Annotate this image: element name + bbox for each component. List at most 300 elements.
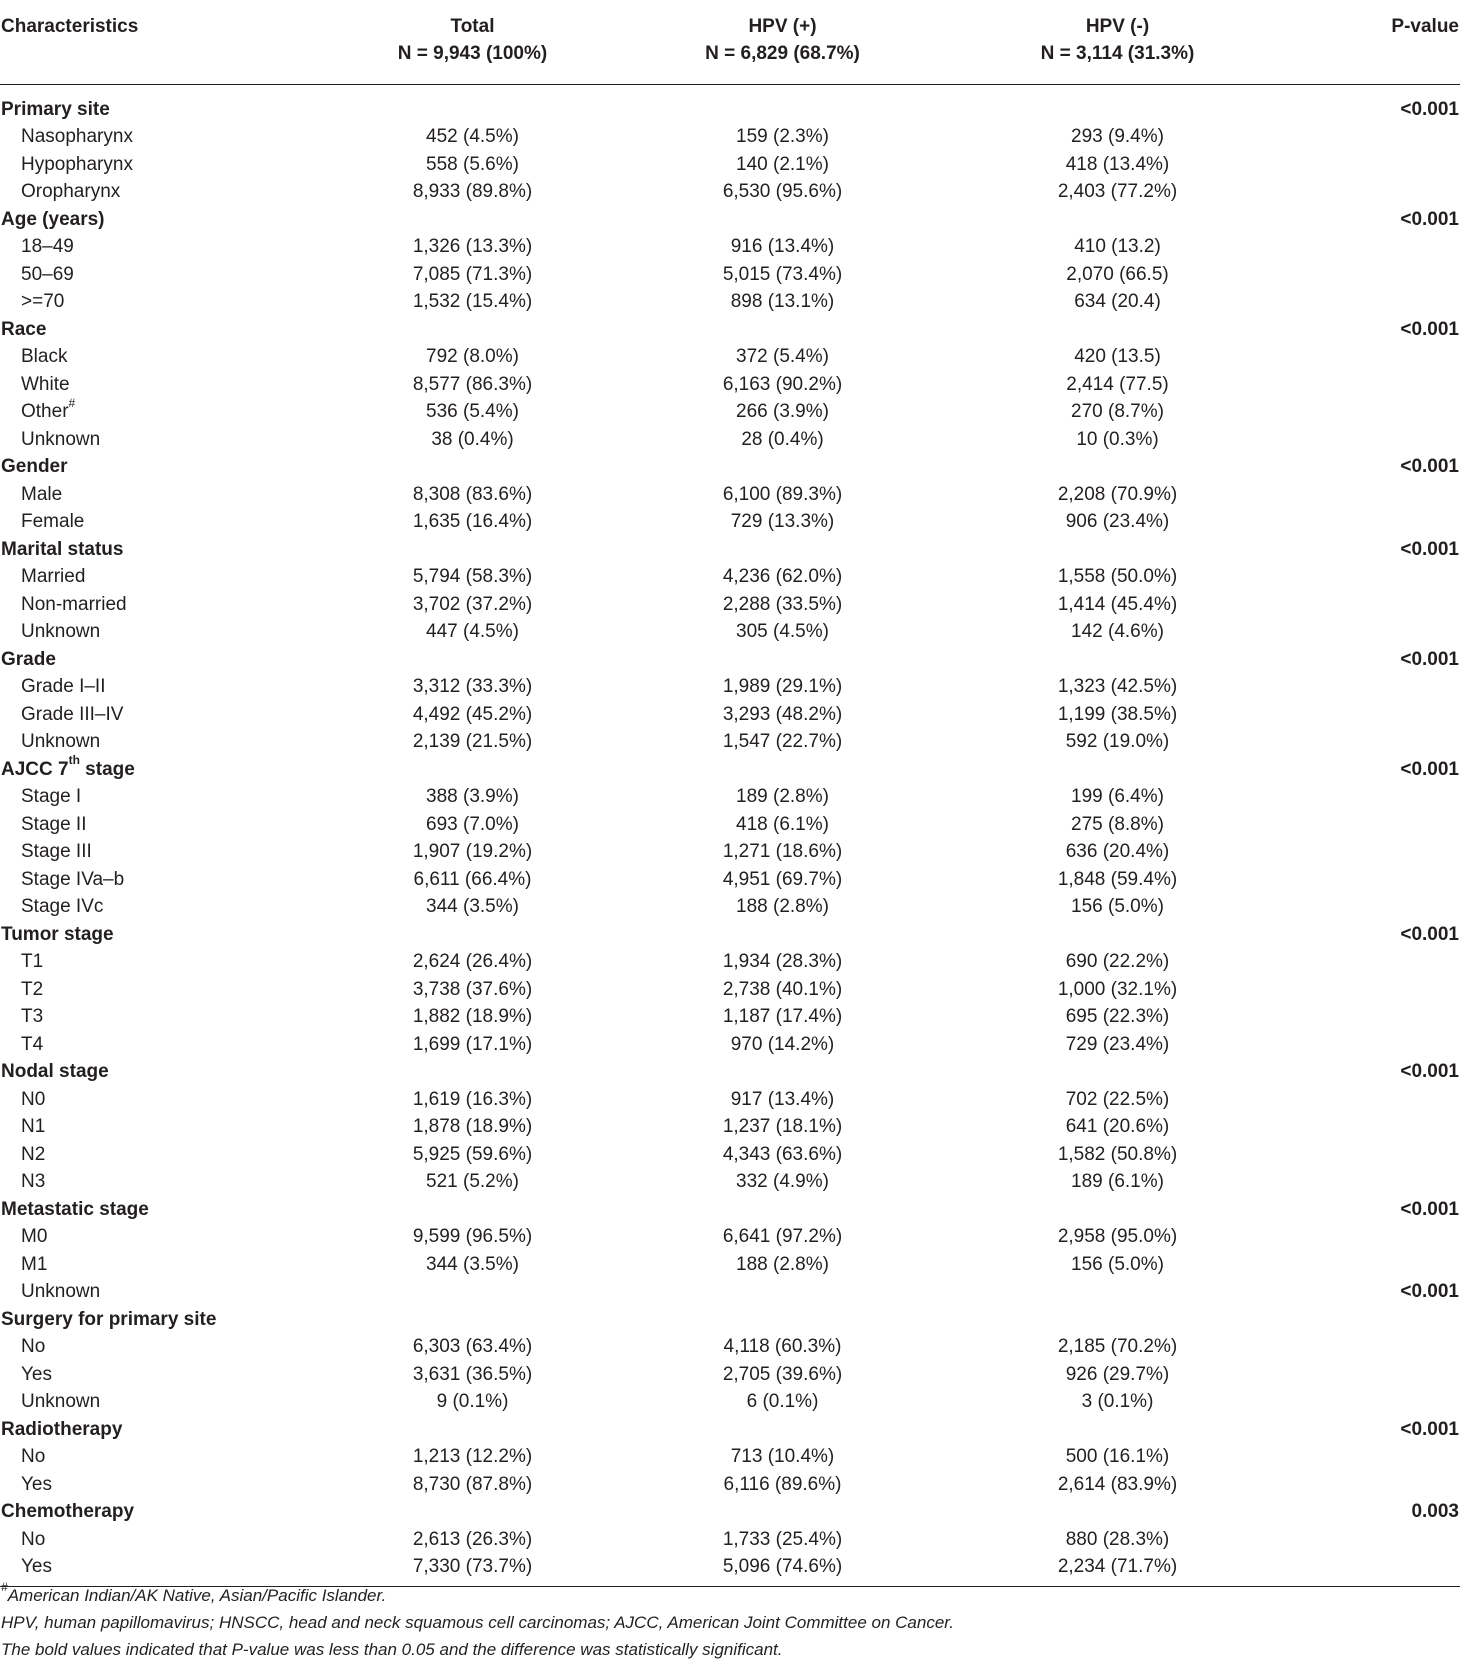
hpv-positive-value [615, 756, 950, 784]
hpv-negative-value: 1,414 (45.4%) [1057, 593, 1178, 615]
total-value: 8,308 (83.6%) [412, 483, 533, 505]
table-body [0, 85, 1460, 1587]
row-label [0, 976, 330, 1004]
label-text: N3 [21, 1171, 46, 1193]
row-label [0, 728, 330, 756]
total-value: 693 (7.0%) [426, 813, 519, 835]
label-text: Oropharynx [21, 181, 121, 203]
table-row [0, 1031, 1460, 1059]
pvalue [1285, 728, 1460, 756]
label-text: T3 [21, 1006, 44, 1028]
pvalue [1285, 1361, 1460, 1389]
hpv-negative-value [950, 1416, 1285, 1444]
label-text: Unknown [21, 428, 101, 450]
label-text: Yes [21, 1556, 52, 1577]
row-label [0, 1003, 330, 1031]
total-value: 9 (0.1%) [436, 1391, 509, 1413]
pvalue [1285, 783, 1460, 811]
table-row [0, 123, 1460, 151]
hpv-positive-value: 266 (3.9%) [736, 401, 829, 423]
table-row [0, 426, 1460, 454]
hpv-negative-value: 142 (4.6%) [1071, 621, 1164, 643]
table-row [0, 343, 1460, 371]
category-label [0, 1058, 330, 1086]
table-row [0, 288, 1460, 316]
footnotes [0, 1582, 1460, 1663]
total-value: 6,303 (63.4%) [412, 1336, 533, 1358]
total-value [330, 646, 615, 674]
hpv-positive-value: 372 (5.4%) [736, 346, 829, 368]
pvalue: <0.001 [1400, 648, 1459, 670]
row-label [0, 1443, 330, 1471]
label-text: 18–49 [21, 236, 74, 258]
category-row [0, 646, 1460, 674]
hpv-negative-value: 270 (8.7%) [1071, 401, 1164, 423]
total-value: 8,730 (87.8%) [412, 1473, 533, 1495]
label-text: Metastatic stage [1, 1198, 149, 1220]
pvalue [1285, 591, 1460, 619]
label-text: Unknown [21, 1281, 101, 1303]
total-value: 1,635 (16.4%) [412, 511, 533, 533]
label-text: Nodal stage [1, 1061, 109, 1083]
total-value: 6,611 (66.4%) [413, 868, 532, 890]
hpv-positive-value [615, 1306, 950, 1334]
category-label [0, 316, 330, 344]
category-row [0, 1196, 1460, 1224]
label-text: 50–69 [21, 263, 74, 285]
hpv-negative-value: 1,000 (32.1%) [1057, 978, 1178, 1000]
pvalue [1285, 1141, 1460, 1169]
table-row [0, 728, 1460, 756]
category-label [0, 753, 330, 784]
table-row [0, 1141, 1460, 1169]
total-value: 7,085 (71.3%) [412, 263, 533, 285]
table-header [0, 6, 1460, 85]
hpv-positive-value: 5,015 (73.4%) [722, 263, 843, 285]
table-row [0, 866, 1460, 894]
pvalue: <0.001 [1400, 1418, 1459, 1440]
total-value: 3,312 (33.3%) [412, 676, 533, 698]
footnote-race: #American Indian/AK Native, Asian/Pacific Islander. [1, 1580, 387, 1605]
hpv-positive-value: 28 (0.4%) [741, 428, 824, 450]
hpv-negative-value: 189 (6.1%) [1071, 1171, 1164, 1193]
hpv-negative-value: 2,208 (70.9%) [1057, 483, 1178, 505]
hpv-negative-value: 410 (13.2) [1074, 236, 1161, 258]
category-label [0, 1196, 330, 1224]
total-value: 521 (5.2%) [426, 1171, 519, 1193]
table-row [0, 1113, 1460, 1141]
hpv-positive-value: 2,705 (39.6%) [722, 1363, 843, 1385]
pvalue: <0.001 [1400, 318, 1459, 340]
table-row [0, 508, 1460, 536]
row-label [0, 1086, 330, 1114]
pvalue [1285, 178, 1460, 206]
row-label [0, 343, 330, 371]
label-text: N0 [21, 1088, 46, 1110]
total-value [330, 756, 615, 784]
hpv-positive-value: 1,733 (25.4%) [722, 1528, 843, 1550]
hpv-positive-value: 140 (2.1%) [736, 153, 829, 175]
header-hpv-negative [950, 6, 1285, 85]
hpv-negative-value: 906 (23.4%) [1065, 511, 1170, 533]
footnote-mark: # [1, 1580, 8, 1595]
footnote-abbreviations: HPV, human papillomavirus; HNSCC, head and neck squamous cell carcinomas; AJCC, American Joint Committee on Cancer. [1, 1613, 955, 1632]
hpv-negative-value: 1,199 (38.5%) [1057, 703, 1178, 725]
hpv-positive-value: 6,116 (89.6%) [723, 1473, 842, 1495]
hpv-positive-value: 332 (4.9%) [736, 1171, 829, 1193]
category-row [0, 1416, 1460, 1444]
pvalue [1285, 1471, 1460, 1499]
hpv-negative-value: 3 (0.1%) [1081, 1391, 1154, 1413]
label-text: Primary site [1, 99, 110, 120]
table-row [0, 701, 1460, 729]
total-value: 1,882 (18.9%) [412, 1006, 533, 1028]
category-row [0, 1498, 1460, 1526]
pvalue [1285, 866, 1460, 894]
pvalue [1285, 1443, 1460, 1471]
pvalue: <0.001 [1400, 1061, 1459, 1083]
hpv-negative-value: 695 (22.3%) [1065, 1006, 1170, 1028]
total-value [330, 1058, 615, 1086]
category-label [0, 85, 330, 124]
pvalue: 0.003 [1411, 1501, 1459, 1523]
table-row [0, 1443, 1460, 1471]
table-row [0, 1003, 1460, 1031]
label-text: M1 [21, 1253, 48, 1275]
pvalue [1285, 976, 1460, 1004]
pvalue [1285, 398, 1460, 426]
table-row [0, 673, 1460, 701]
row-label [0, 1388, 330, 1416]
hpv-positive-value [615, 646, 950, 674]
row-label [0, 866, 330, 894]
hpv-negative-value [950, 1306, 1285, 1334]
table-row [0, 811, 1460, 839]
category-label [0, 1306, 330, 1334]
label-text: Married [21, 566, 86, 588]
footnote-bold-values: The bold values indicated that P-value was less than 0.05 and the difference was statistically significant. [1, 1640, 783, 1659]
hpv-positive-value: 2,288 (33.5%) [722, 593, 843, 615]
category-row [0, 1306, 1460, 1334]
total-value: 8,577 (86.3%) [412, 373, 533, 395]
hpv-negative-value [950, 85, 1285, 124]
label-text: T4 [21, 1033, 44, 1055]
hpv-positive-value: 305 (4.5%) [736, 621, 829, 643]
hpv-negative-value [950, 206, 1285, 234]
total-value: 3,738 (37.6%) [412, 978, 533, 1000]
header-hpv-positive-n: N = 6,829 (68.7%) [705, 43, 860, 64]
pvalue [1285, 123, 1460, 151]
hpv-negative-value: 1,848 (59.4%) [1057, 868, 1178, 890]
pvalue [1285, 1388, 1460, 1416]
header-total-n: N = 9,943 (100%) [397, 43, 548, 64]
table-row [0, 1388, 1460, 1416]
label-text: No [21, 1528, 46, 1550]
hpv-positive-value: 4,343 (63.6%) [722, 1143, 843, 1165]
hpv-negative-value: 2,185 (70.2%) [1057, 1336, 1178, 1358]
row-label [0, 893, 330, 921]
row-label [0, 701, 330, 729]
hpv-positive-value: 1,187 (17.4%) [722, 1006, 843, 1028]
pvalue [1285, 811, 1460, 839]
total-value: 3,702 (37.2%) [412, 593, 533, 615]
hpv-positive-value: 916 (13.4%) [730, 236, 835, 258]
table-row [0, 1333, 1460, 1361]
row-label [0, 948, 330, 976]
label-text: Male [21, 483, 63, 505]
hpv-negative-value: 500 (16.1%) [1065, 1446, 1170, 1468]
label-text: N2 [21, 1143, 46, 1165]
hpv-positive-value [615, 1416, 950, 1444]
category-row [0, 316, 1460, 344]
hpv-positive-value: 713 (10.4%) [730, 1446, 835, 1468]
label-text: Other [21, 401, 69, 423]
total-value: 2,624 (26.4%) [412, 951, 533, 973]
header-pvalue: P-value [1285, 6, 1460, 85]
row-label [0, 811, 330, 839]
hpv-positive-value [615, 316, 950, 344]
hpv-negative-value: 199 (6.4%) [1071, 786, 1164, 808]
pvalue [1285, 1031, 1460, 1059]
row-label [0, 1141, 330, 1169]
category-row [0, 756, 1460, 784]
total-value: 344 (3.5%) [426, 896, 519, 918]
table-row [0, 976, 1460, 1004]
label-text: AJCC 7 [1, 758, 69, 780]
total-value: 1,907 (19.2%) [412, 841, 533, 863]
category-label [0, 1498, 330, 1526]
hpv-positive-value [615, 1278, 950, 1306]
pvalue [1285, 563, 1460, 591]
hpv-negative-value [950, 756, 1285, 784]
hpv-negative-value: 702 (22.5%) [1065, 1088, 1170, 1110]
label-text: Grade III–IV [21, 703, 124, 725]
hpv-positive-value [615, 1058, 950, 1086]
total-value: 5,925 (59.6%) [412, 1143, 533, 1165]
total-value: 1,326 (13.3%) [412, 236, 533, 258]
pvalue: <0.001 [1400, 1281, 1459, 1303]
label-text: Female [21, 511, 85, 533]
table-row [0, 481, 1460, 509]
row-label [0, 288, 330, 316]
pvalue [1285, 1086, 1460, 1114]
table-row [0, 1223, 1460, 1251]
hpv-positive-value [615, 1498, 950, 1526]
table-row [0, 838, 1460, 866]
pvalue [1285, 1223, 1460, 1251]
label-text: Stage IVc [21, 896, 104, 918]
hpv-negative-value [950, 453, 1285, 481]
hpv-negative-value [950, 536, 1285, 564]
hpv-positive-value: 6,530 (95.6%) [722, 181, 843, 203]
hpv-positive-value: 1,271 (18.6%) [722, 841, 843, 863]
pvalue: <0.001 [1400, 456, 1459, 478]
total-value: 7,330 (73.7%) [330, 1553, 615, 1587]
row-label [0, 1031, 330, 1059]
pvalue [1285, 701, 1460, 729]
total-value [330, 1196, 615, 1224]
pvalue [1285, 1526, 1460, 1554]
hpv-positive-value: 1,237 (18.1%) [722, 1116, 843, 1138]
hpv-positive-value: 418 (6.1%) [736, 813, 829, 835]
label-text: Gender [1, 456, 68, 478]
total-value: 2,139 (21.5%) [412, 731, 533, 753]
pvalue: <0.001 [1400, 923, 1459, 945]
label-text: Surgery for primary site [1, 1308, 217, 1330]
hpv-negative-value: 641 (20.6%) [1065, 1116, 1170, 1138]
pvalue [1285, 1333, 1460, 1361]
total-value: 9,599 (96.5%) [412, 1226, 533, 1248]
label-text: M0 [21, 1226, 48, 1248]
hpv-negative-value: 275 (8.8%) [1071, 813, 1164, 835]
pvalue [1285, 1251, 1460, 1279]
row-label [0, 508, 330, 536]
row-label [0, 178, 330, 206]
hpv-negative-value: 2,234 (71.7%) [950, 1553, 1285, 1587]
total-value [330, 85, 615, 124]
hpv-positive-value: 6,100 (89.3%) [722, 483, 843, 505]
pvalue [1285, 1003, 1460, 1031]
label-text-after: stage [79, 758, 135, 780]
hpv-positive-value: 898 (13.1%) [730, 291, 835, 313]
row-label [0, 1223, 330, 1251]
total-value: 452 (4.5%) [426, 126, 519, 148]
hpv-positive-value [615, 1196, 950, 1224]
hpv-positive-value: 188 (2.8%) [736, 1253, 829, 1275]
row-label [0, 673, 330, 701]
hpv-negative-value: 420 (13.5) [1074, 346, 1161, 368]
row-label [0, 395, 330, 426]
pvalue [1285, 481, 1460, 509]
table-row [0, 1086, 1460, 1114]
table-row [0, 371, 1460, 399]
hpv-negative-value: 2,403 (77.2%) [1057, 181, 1178, 203]
category-label [0, 646, 330, 674]
hpv-negative-value: 1,558 (50.0%) [1057, 566, 1178, 588]
label-text: Stage I [21, 786, 82, 808]
total-value: 1,532 (15.4%) [412, 291, 533, 313]
hpv-positive-value [615, 536, 950, 564]
total-value: 1,878 (18.9%) [412, 1116, 533, 1138]
hpv-positive-value: 1,989 (29.1%) [722, 676, 843, 698]
row-label [0, 261, 330, 289]
total-value [330, 1498, 615, 1526]
label-text: Marital status [1, 538, 124, 560]
table-row [0, 1471, 1460, 1499]
pvalue [1285, 233, 1460, 261]
hpv-negative-value: 2,414 (77.5) [1066, 373, 1169, 395]
hpv-negative-value: 592 (19.0%) [1065, 731, 1170, 753]
row-label [0, 233, 330, 261]
hpv-positive-value: 2,738 (40.1%) [722, 978, 843, 1000]
hpv-negative-value [950, 316, 1285, 344]
pvalue [1285, 261, 1460, 289]
total-value [330, 1416, 615, 1444]
row-label [0, 1333, 330, 1361]
table-row [0, 1278, 1460, 1306]
row-label [0, 1251, 330, 1279]
row-label [0, 371, 330, 399]
label-text: Stage IVa–b [21, 868, 125, 890]
label-text: N1 [21, 1116, 46, 1138]
total-value: 792 (8.0%) [426, 346, 519, 368]
hpv-negative-value: 2,070 (66.5) [1066, 263, 1169, 285]
hpv-positive-value: 6 (0.1%) [746, 1391, 819, 1413]
hpv-negative-value [950, 1196, 1285, 1224]
table-row [0, 1168, 1460, 1196]
label-superscript: # [68, 395, 76, 410]
pvalue [1285, 1168, 1460, 1196]
hpv-negative-value: 418 (13.4%) [1065, 153, 1170, 175]
header-characteristics: Characteristics [0, 6, 330, 85]
pvalue [1285, 893, 1460, 921]
label-text: Hypopharynx [21, 153, 133, 175]
hpv-positive-value: 1,934 (28.3%) [722, 951, 843, 973]
hpv-negative-value: 293 (9.4%) [1071, 126, 1164, 148]
row-label [0, 1113, 330, 1141]
label-text: >=70 [21, 291, 65, 313]
pvalue: <0.001 [1400, 758, 1459, 780]
category-label [0, 453, 330, 481]
table-row [0, 151, 1460, 179]
total-value [330, 453, 615, 481]
characteristics-table [0, 6, 1460, 1587]
label-text: Grade I–II [21, 676, 106, 698]
row-label [0, 783, 330, 811]
total-value [330, 921, 615, 949]
label-text: Black [21, 346, 68, 368]
category-label [0, 1416, 330, 1444]
pvalue [1285, 618, 1460, 646]
hpv-positive-value: 970 (14.2%) [730, 1033, 835, 1055]
hpv-negative-value [950, 646, 1285, 674]
row-label [0, 1278, 330, 1306]
label-text: Unknown [21, 1391, 101, 1413]
hpv-positive-value: 6,163 (90.2%) [722, 373, 843, 395]
hpv-negative-value: 729 (23.4%) [1065, 1033, 1170, 1055]
total-value [330, 536, 615, 564]
row-label [0, 426, 330, 454]
hpv-negative-value [950, 1278, 1285, 1306]
row-label [0, 838, 330, 866]
total-value: 5,794 (58.3%) [412, 566, 533, 588]
total-value [330, 1278, 615, 1306]
category-row [0, 921, 1460, 949]
label-text: T1 [21, 951, 44, 973]
header-total [330, 6, 615, 85]
label-text: Chemotherapy [1, 1501, 135, 1523]
total-value: 8,933 (89.8%) [412, 181, 533, 203]
total-value: 1,699 (17.1%) [412, 1033, 533, 1055]
total-value [330, 1306, 615, 1334]
table-row [0, 783, 1460, 811]
hpv-negative-value: 156 (5.0%) [1071, 1253, 1164, 1275]
pvalue [1285, 508, 1460, 536]
hpv-negative-value: 2,958 (95.0%) [1057, 1226, 1178, 1248]
hpv-positive-value: 917 (13.4%) [730, 1088, 835, 1110]
hpv-negative-value: 1,323 (42.5%) [1057, 676, 1178, 698]
label-text: White [21, 373, 70, 395]
table-row [0, 1361, 1460, 1389]
label-text: Age (years) [1, 208, 105, 230]
label-text: Non-married [21, 593, 127, 615]
table-row [0, 591, 1460, 619]
label-text: Nasopharynx [21, 126, 133, 148]
total-value [330, 206, 615, 234]
row-label [0, 481, 330, 509]
label-text: Yes [21, 1363, 52, 1385]
hpv-negative-value: 690 (22.2%) [1065, 951, 1170, 973]
